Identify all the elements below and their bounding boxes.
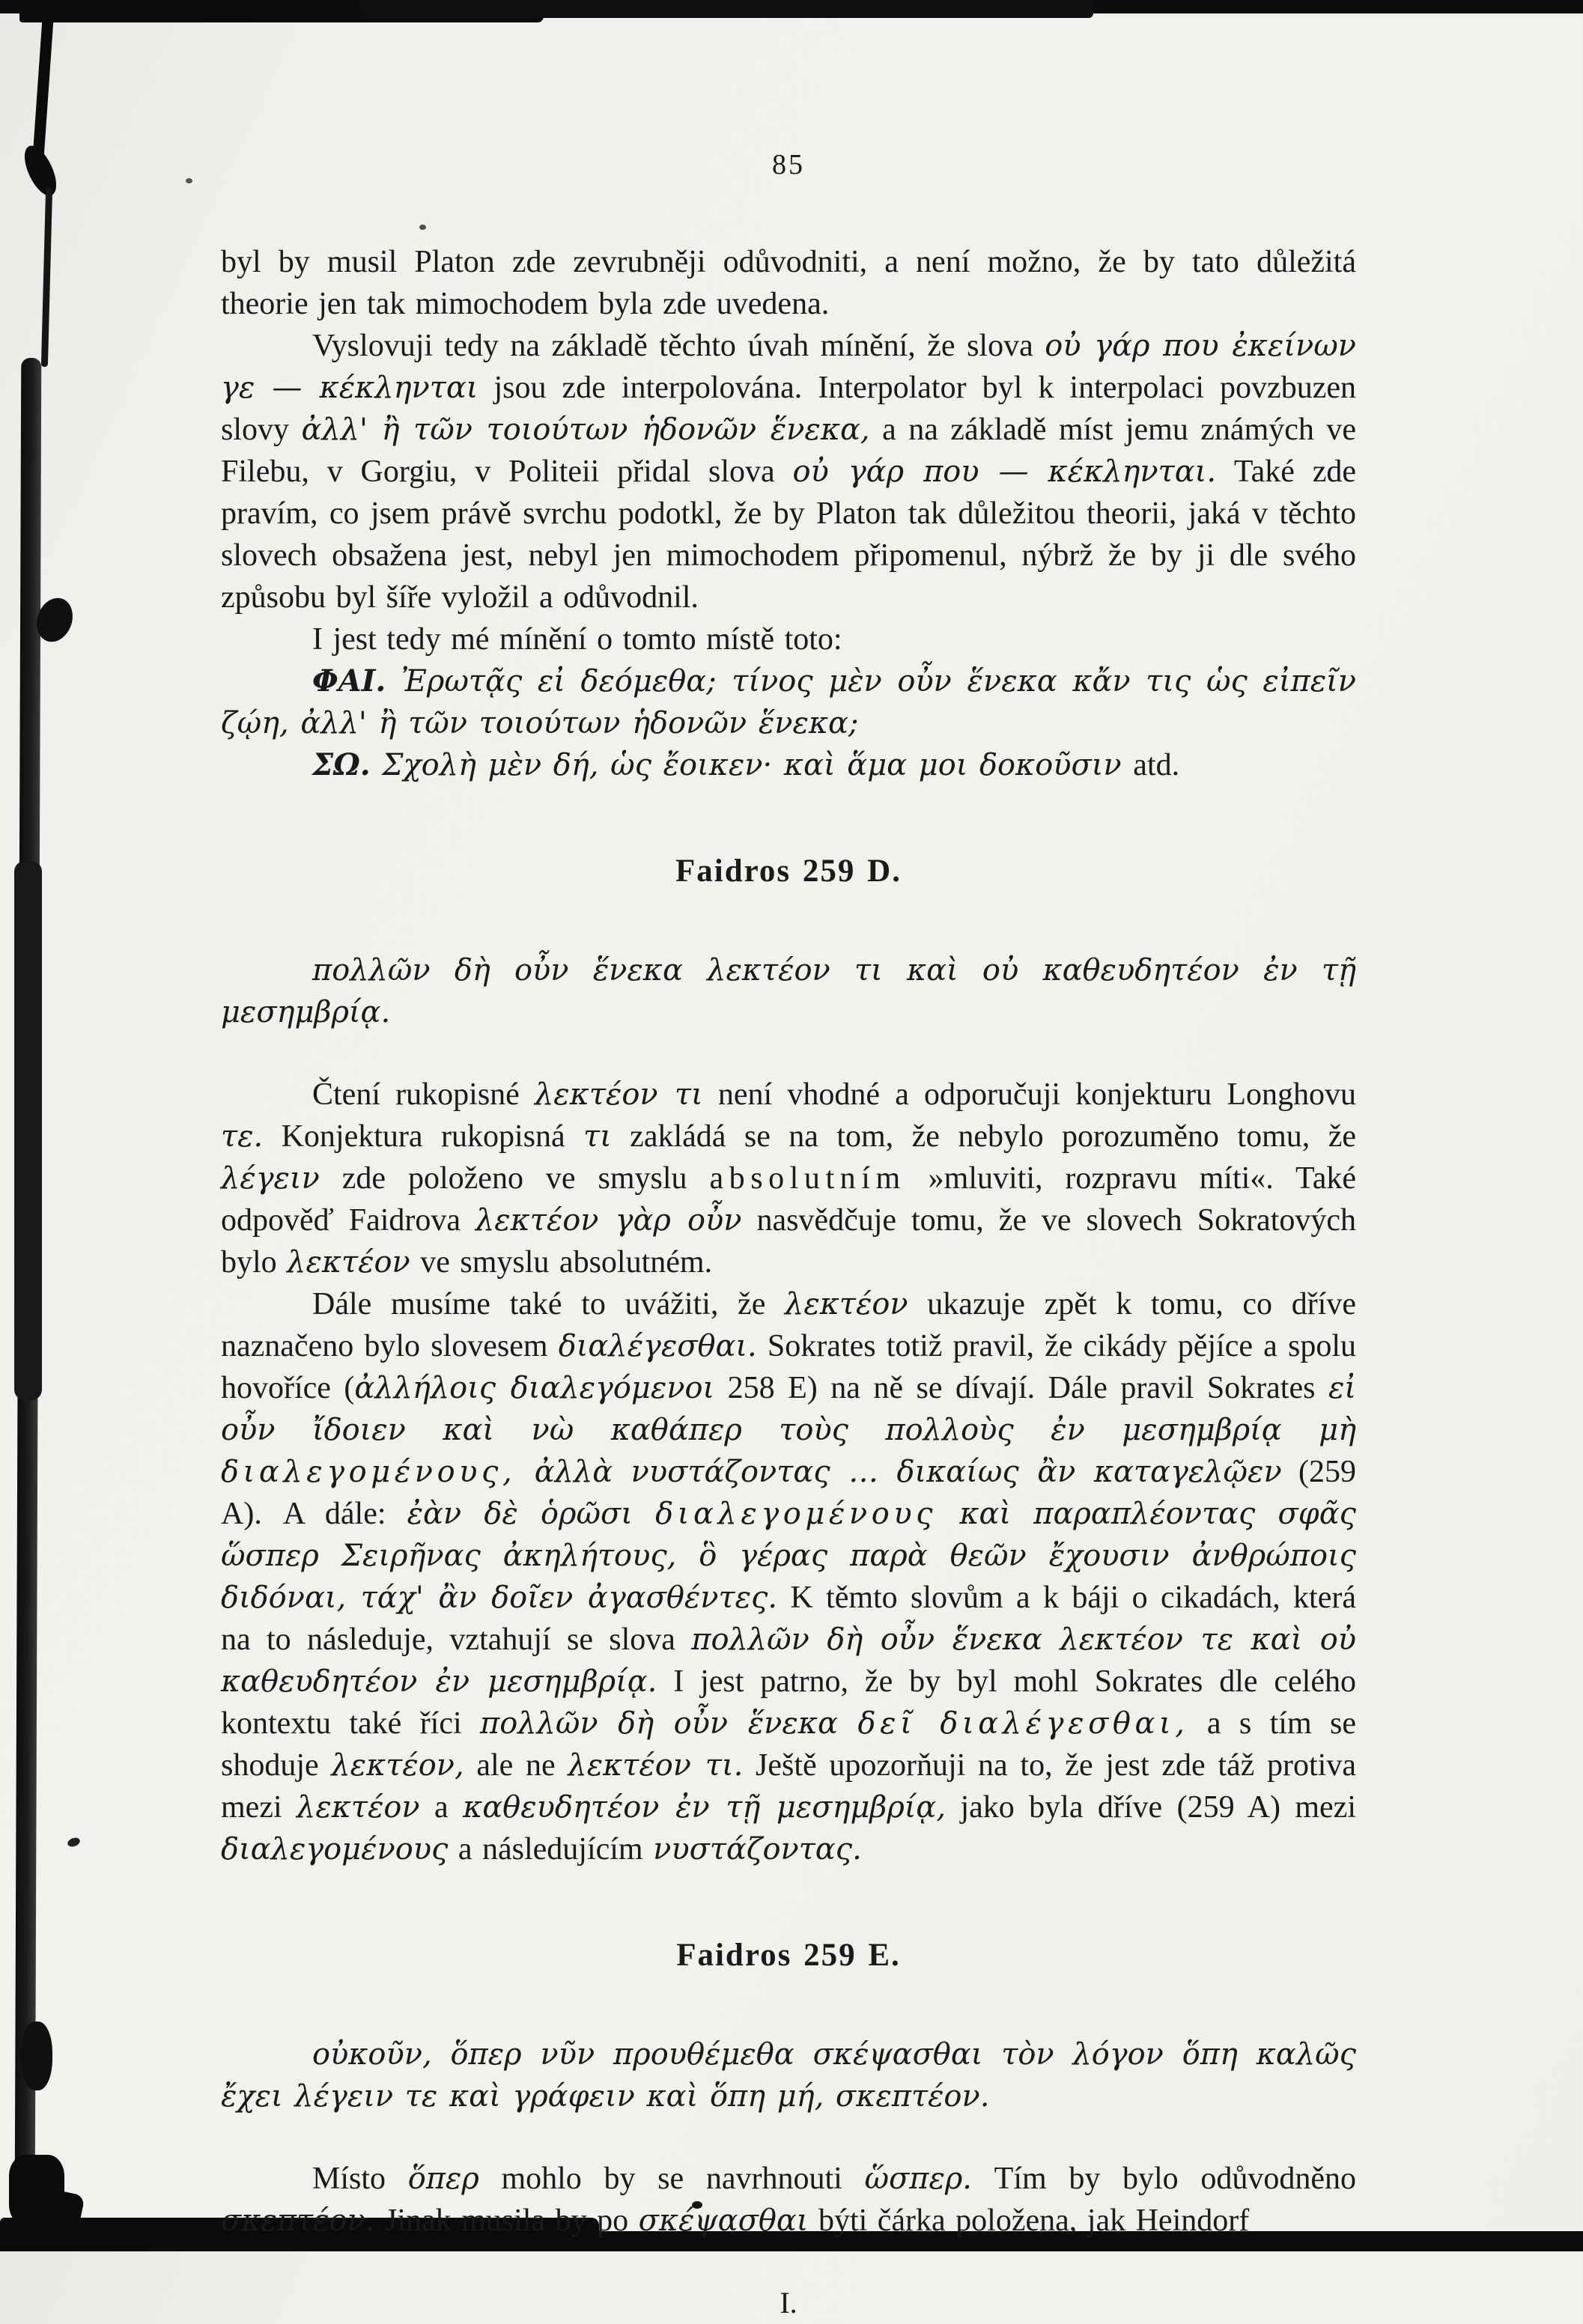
- greek-text: πολλῶν δὴ οὖν ἕνεκα λεκτέον τι καὶ οὐ καθευδητέον ἐν τῇ μεσημβρίᾳ.: [221, 953, 1356, 1029]
- greek-text: καὶ παραπλέοντας σφᾶς ὥσπερ Σειρῆνας ἀκηλήτους, ὃ γέρας παρὰ θεῶν ἔχουσιν ἀνθρώποις διδόναι, τάχ' ἂν δοῖεν ἀγασθέντες.: [221, 1497, 1356, 1615]
- body-text: ale ne: [464, 1748, 568, 1783]
- page-body: [221, 241, 1356, 2242]
- page-number: 85: [772, 149, 805, 180]
- section-heading: Faidros 259 D.: [675, 854, 902, 889]
- body-paragraph: [221, 744, 1356, 786]
- body-paragraph: [221, 660, 1356, 744]
- body-text: (259 A). A dále:: [221, 1455, 1356, 1531]
- body-text: Konjektura rukopisná: [263, 1119, 584, 1154]
- body-text: I jest patrno, že by byl mohl Sokrates dle celého kontextu také říci: [221, 1664, 1356, 1741]
- greek-text: ὅπερ: [407, 2162, 479, 2196]
- greek-text: λεκτέον γὰρ οὖν: [475, 1203, 742, 1238]
- body-text: a s tím se shoduje: [221, 1706, 1357, 1783]
- body-text: zakládá se na tom, že nebylo porozuměno tomu, že: [611, 1119, 1356, 1154]
- greek-quote: [221, 949, 1356, 1033]
- body-text: a následujícím: [448, 1832, 654, 1867]
- body-text: Tím by bylo odůvodněno: [971, 2162, 1356, 2196]
- scan-edge-left-band-wide: [14, 861, 42, 1400]
- body-text: Vyslovuji tedy na základě těchto úvah mínění, že slova: [312, 329, 1045, 363]
- greek-text: ἀλλὰ νυστάζοντας … δικαίως ἂν καταγελῷεν: [516, 1455, 1282, 1489]
- body-text: absolutním: [709, 1161, 906, 1196]
- body-text: jsou zde interpolována. Interpolator byl k interpolaci povzbuzen slovy: [221, 371, 1356, 447]
- body-paragraph: [221, 1074, 1356, 1283]
- body-text: Také zde pravím, co jsem právě svrchu podotkl, že by Platon tak důležitou theorii, jaká v těchto slovech obsažena jest, nebyl jen mimochodem připomenul, nýbrž že by ji dle svého způsobu byl šíře vyložil a odůvodnil.: [221, 454, 1357, 615]
- body-paragraph: [221, 618, 1356, 660]
- greek-text: διαλέγεσθαι.: [558, 1329, 757, 1363]
- body-text: zde položeno ve smyslu: [319, 1161, 710, 1196]
- greek-text: λεκτέον,: [331, 1748, 464, 1783]
- body-text: 258 E) na ně se dívají. Dále pravil Sokrates: [714, 1371, 1328, 1405]
- body-text: byl by musil Platon zde zevrubněji odůvodniti, a není možno, že by tato důležitá theorie jen tak mimochodem byla zde uvedena.: [221, 245, 1356, 321]
- body-text: a na základě míst jemu známých ve Filebu, v Gorgiu, v Politeii přidal slova: [221, 413, 1356, 489]
- body-text: ve smyslu absolutném.: [410, 1245, 713, 1280]
- body-text: býti čárka položena, jak Heindorf: [808, 2203, 1250, 2238]
- text-block: [221, 144, 1356, 2324]
- greek-text: τι: [583, 1119, 612, 1154]
- greek-text: νυστάζοντας.: [653, 1832, 862, 1867]
- signature-numeral: I.: [780, 2286, 797, 2320]
- greek-text: σκεπτέον.: [221, 2203, 375, 2238]
- greek-text: ὥσπερ.: [864, 2162, 972, 2196]
- body-text: K těmto slovům a k báji o cikadách, která na to následuje, vztahují se slova: [221, 1581, 1356, 1657]
- body-text: Místo: [312, 2162, 408, 2196]
- body-text: I jest tedy mé mínění o tomto místě toto:: [312, 622, 842, 657]
- greek-text: λέγειν: [221, 1161, 320, 1196]
- section-heading: Faidros 259 E.: [676, 1938, 901, 1973]
- body-text: Čtení rukopisné: [312, 1077, 535, 1112]
- body-text: Sokrates totiž pravil, že cikády pějíce a spolu hovoříce (: [221, 1329, 1357, 1405]
- body-text: mohlo by se navrhnouti: [478, 2162, 865, 2196]
- body-text: jako byla dříve (259 A) mezi: [946, 1790, 1356, 1825]
- greek-text: δεῖ διαλέγεσθαι,: [857, 1706, 1189, 1741]
- greek-text: ἀλλήλοις διαλεγόμενοι: [354, 1371, 715, 1405]
- body-text: Dále musíme také to uvážiti, že: [312, 1287, 786, 1321]
- greek-text: λεκτέον τι.: [568, 1748, 744, 1783]
- scan-speck: [186, 178, 192, 183]
- body-text: není vhodné a odporučuji konjekturu Longhovu: [702, 1077, 1356, 1112]
- greek-text: οὐκοῦν, ὅπερ νῦν προυθέμεθα σκέψασθαι τὸν λόγον ὅπη καλῶς ἔχει λέγειν τε καὶ γράφειν καὶ ὅπη μή, σκεπτέον.: [221, 2037, 1356, 2114]
- greek-text: λεκτέον: [287, 1245, 410, 1280]
- greek-text: ἀλλ' ἢ τῶν τοιούτων ἡδονῶν ἕνεκα,: [301, 413, 870, 447]
- body-text: atd.: [1133, 748, 1180, 782]
- body-text: nasvědčuje tomu, že ve slovech Sokratových bylo: [221, 1203, 1357, 1280]
- greek-text: σκέψασθαι: [638, 2203, 809, 2238]
- greek-text: Ἐρωτᾷς εἰ δεόμεθα; τίνος μὲν οὖν ἕνεκα κἄν τις ὡς εἰπεῖν ζῴη, ἀλλ' ἢ τῶν τοιούτων ἡδονῶν ἕνεκα;: [221, 664, 1356, 740]
- greek-text: τε.: [221, 1119, 264, 1154]
- greek-quote: [221, 2034, 1356, 2117]
- greek-text: ΣΩ.: [312, 748, 371, 782]
- scan-edge-bottom-bump: [30, 2186, 85, 2242]
- greek-text: εἰ οὖν ἴδοιεν καὶ νὼ καθάπερ τοὺς πολλοὺς ἐν μεσημβρίᾳ μὴ: [221, 1371, 1356, 1447]
- body-paragraph: [221, 1283, 1356, 1870]
- greek-text: πολλῶν δὴ οὖν ἕνεκα λεκτέον τε καὶ οὐ καθευδητέον ἐν μεσημβρίᾳ.: [221, 1622, 1356, 1699]
- greek-text: πολλῶν δὴ οὖν ἕνεκα: [480, 1706, 858, 1741]
- body-paragraph: [221, 325, 1356, 618]
- body-text: ukazuje zpět k tomu, co dříve naznačeno bylo slovesem: [221, 1287, 1356, 1363]
- body-text: Ještě upozorňuji na to, že jest zde táž protiva mezi: [221, 1748, 1356, 1825]
- greek-text: λεκτέον: [785, 1287, 908, 1321]
- greek-text: διαλεγομένους: [655, 1497, 938, 1531]
- greek-text: λεκτέον: [297, 1790, 420, 1825]
- scan-edge-left-upper: [41, 187, 52, 367]
- greek-text: καθευδητέον ἐν τῇ μεσημβρίᾳ,: [463, 1790, 947, 1825]
- greek-text: διαλεγομένους,: [221, 1455, 517, 1489]
- scan-edge-left-hook: [18, 142, 62, 201]
- greek-text: Σχολὴ μὲν δή, ὡς ἔοικεν· καὶ ἅμα μοι δοκοῦσιν: [370, 748, 1134, 782]
- greek-text: ΦΑΙ.: [312, 664, 386, 699]
- greek-text: διαλεγομένους: [221, 1832, 449, 1867]
- greek-text: οὐ γάρ που ἐκείνων γε — κέκληνται: [221, 329, 1356, 405]
- scan-edge-top-middle: [359, 0, 1093, 18]
- greek-text: ἐὰν δὲ ὁρῶσι: [407, 1497, 656, 1531]
- scan-speck: [67, 1836, 82, 1848]
- body-text: Jinak musila by po: [374, 2203, 639, 2238]
- body-text: a: [419, 1790, 464, 1825]
- body-paragraph: [221, 2158, 1356, 2242]
- greek-text: λεκτέον τι: [535, 1077, 703, 1112]
- scan-blob-left-b: [21, 2022, 52, 2090]
- greek-text: οὐ γάρ που — κέκληνται.: [792, 454, 1217, 489]
- body-text: »mluviti, rozpravu míti«. Také odpověď Faidrova: [221, 1161, 1356, 1238]
- body-paragraph: [221, 241, 1356, 325]
